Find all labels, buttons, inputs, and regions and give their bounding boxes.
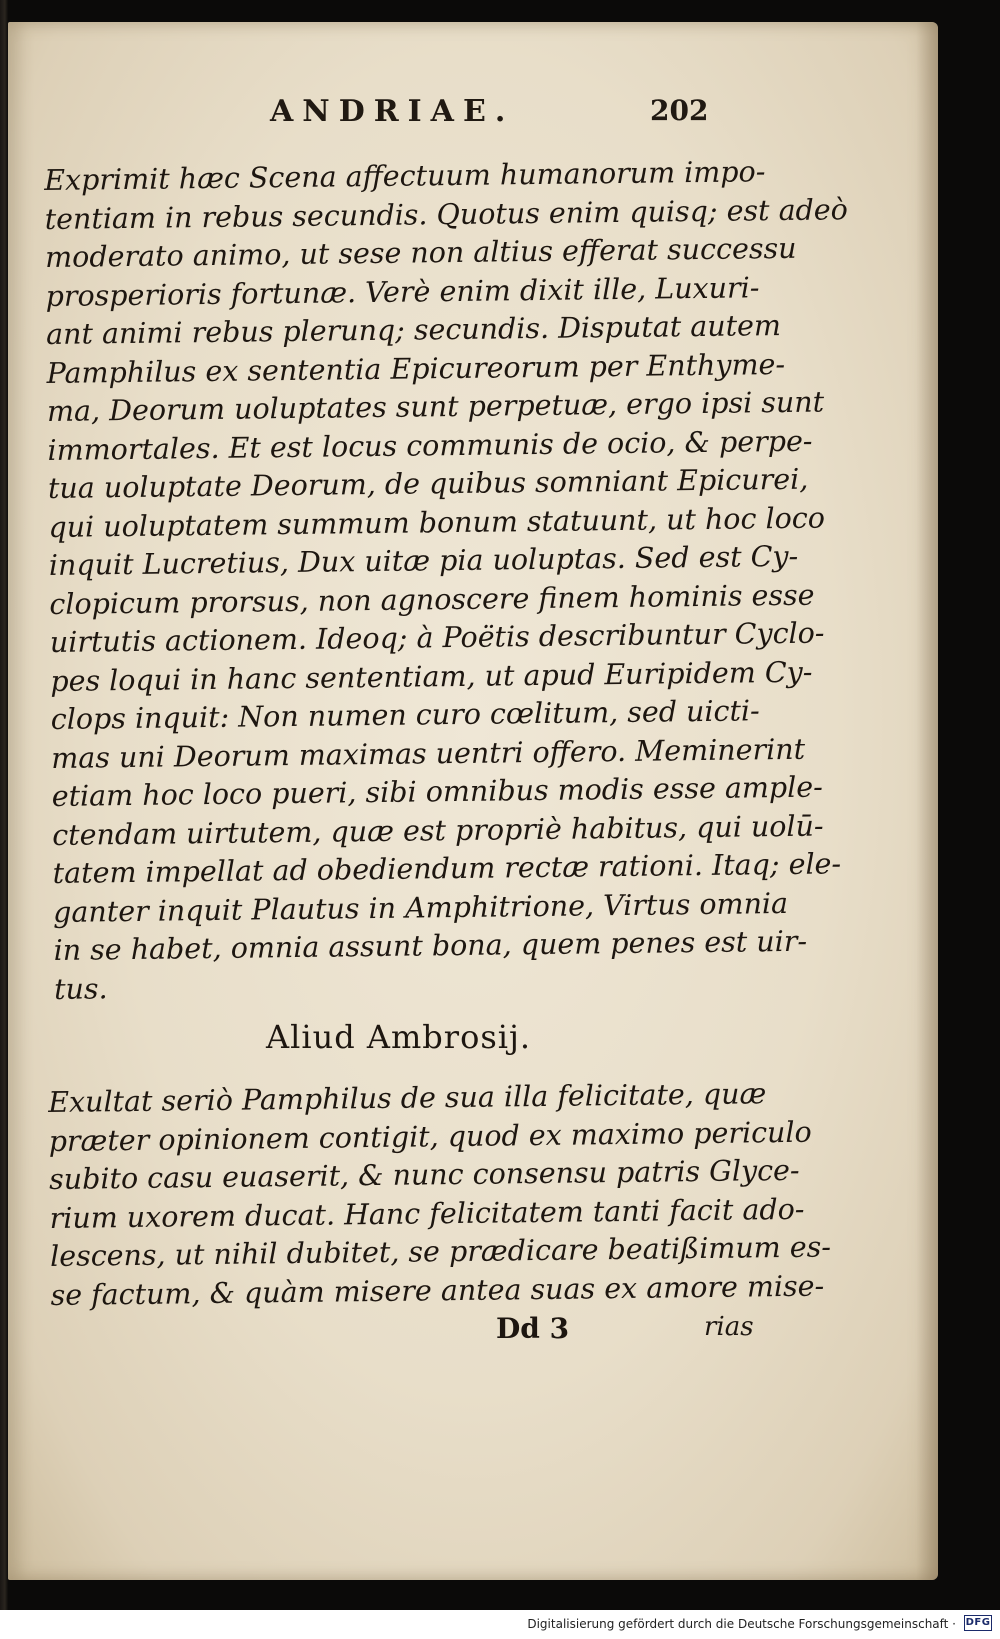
text-line: lescens, ut nihil dubitet, se prædicare beatißimum es- bbox=[49, 1230, 832, 1273]
text-line: ganter inquit Plautus in Amphitrione, Virtus omnia bbox=[52, 886, 789, 929]
page-number: 202 bbox=[650, 94, 709, 127]
binding-edge bbox=[0, 0, 8, 1639]
dfg-logo: DFG bbox=[964, 1615, 992, 1631]
text-line: qui uoluptatem summum bonum statuunt, ut hoc loco bbox=[48, 500, 826, 544]
text-line: rium uxorem ducat. Hanc felicitatem tanti facit ado- bbox=[49, 1192, 805, 1235]
text-line: uirtutis actionem. Ideoq; à Poëtis describuntur Cyclo- bbox=[49, 616, 825, 659]
text-line: Exprimit hæc Scena affectuum humanorum impo- bbox=[44, 155, 766, 197]
text-line: in se habet, omnia assunt bona, quem penes est uir- bbox=[53, 924, 808, 967]
catchword: rias bbox=[704, 1312, 754, 1342]
text-line: subito casu euaserit, & nunc consensu patris Glyce- bbox=[48, 1153, 800, 1196]
text-line: etiam hoc loco pueri, sibi omnibus modis esse ample- bbox=[51, 770, 823, 813]
text-line: Exultat seriò Pamphilus de sua illa felicitate, quæ bbox=[48, 1077, 767, 1119]
text-line: tatem impellat ad obediendum rectæ rationi. Itaq; ele- bbox=[52, 847, 842, 890]
page-edge-shadow bbox=[916, 22, 938, 1580]
text-line: immortales. Et est locus communis de ocio, & perpe- bbox=[47, 424, 813, 467]
text-line: clopicum prorsus, non agnoscere finem hominis esse bbox=[49, 578, 815, 621]
running-head: ANDRIAE. bbox=[270, 94, 515, 129]
funding-notice: Digitalisierung gefördert durch die Deutsche Forschungsgemeinschaft · bbox=[527, 1617, 956, 1631]
text-line: moderato animo, ut sese non altius efferat successu bbox=[44, 231, 797, 274]
commentary-paragraph-1 bbox=[44, 153, 849, 1008]
signature-mark: Dd 3 bbox=[496, 1312, 570, 1345]
text-line: tentiam in rebus secundis. Quotus enim quisq; est adeò bbox=[44, 192, 849, 236]
text-line: præter opinionem contigit, quod ex maximo periculo bbox=[48, 1115, 812, 1158]
text-line: Pamphilus ex sententia Epicureorum per Enthyme- bbox=[46, 347, 786, 390]
text-line: pes loqui in hanc sententiam, ut apud Euripidem Cy- bbox=[50, 655, 813, 698]
text-line: tus. bbox=[53, 971, 108, 1006]
digitization-footer bbox=[0, 1610, 1000, 1639]
book-page bbox=[8, 22, 938, 1580]
text-line: ma, Deorum uoluptates sunt perpetuæ, ergo ipsi sunt bbox=[46, 385, 825, 428]
commentary-paragraph-2 bbox=[48, 1075, 832, 1315]
text-line: ctendam uirtutem, quæ est propriè habitus, qui uolū- bbox=[52, 809, 824, 852]
text-line: mas uni Deorum maximas uentri offero. Meminerint bbox=[51, 732, 806, 775]
section-heading: Aliud Ambrosij. bbox=[266, 1018, 532, 1056]
text-line: ant animi rebus plerunq; secundis. Disputat autem bbox=[45, 309, 782, 351]
text-line: clops inquit: Non numen curo cœlitum, sed uicti- bbox=[50, 694, 760, 736]
text-line: tua uoluptate Deorum, de quibus somniant Epicurei, bbox=[47, 462, 809, 505]
text-line: prosperioris fortunæ. Verè enim dixit ille, Luxuri- bbox=[45, 270, 760, 313]
text-line: inquit Lucretius, Dux uitæ pia uoluptas. Sed est Cy- bbox=[48, 539, 799, 582]
text-line: se factum, & quàm misere antea suas ex amore mise- bbox=[50, 1269, 825, 1312]
